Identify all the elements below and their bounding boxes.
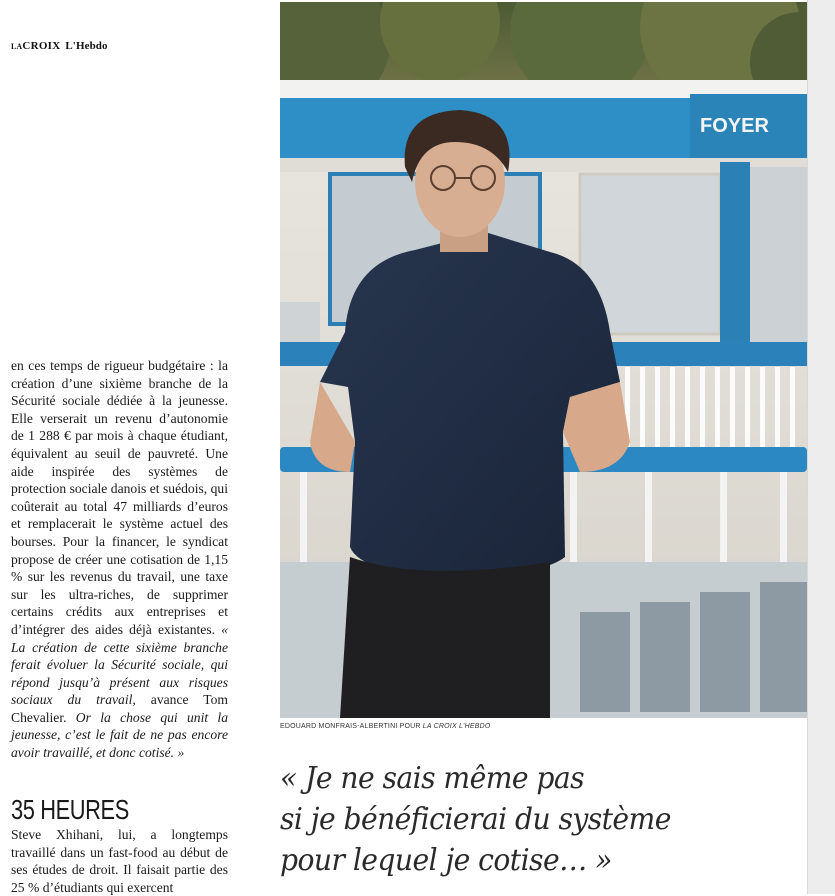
photo-credit-name: EDOUARD MONFRAIS-ALBERTINI POUR <box>280 723 423 730</box>
photo-credit <box>280 723 490 730</box>
quote-attribution: avance Tom Chevalier. <box>11 692 228 725</box>
pull-quote <box>280 758 720 881</box>
pull-quote-line: si je bénéficierai du système <box>280 802 671 837</box>
article-column-continued <box>11 826 228 896</box>
section-subhead: 35 HEURES <box>11 794 129 825</box>
quote-text-1: « La création de cette sixième branche ferait évoluer la Sécurité sociale, qui répond jusqu’à présent aux risques sociaux du travail, <box>11 621 228 708</box>
pull-quote-line: « Je ne sais même pas <box>280 761 585 796</box>
masthead-la: LA <box>11 42 23 51</box>
portrait-photo <box>280 2 807 718</box>
article-paragraph <box>11 357 228 762</box>
paragraph-text: en ces temps de rigueur budgétaire : la création d’une sixième branche de la Sécurité sociale dédiée à la jeunesse. Elle verserait un revenu d’autonomie de 1 288 € par mois à chaque étudiant, équivalent au seuil de pauvreté. Une aide inspirée des systèmes de protection sociale danois et suédois, qui coûterait au total 47 milliards d’euros et remplacerait le système actuel des bourses. Pour la financer, le syndicat propose de créer une cotisation de 1,15 % sur les revenus du travail, une taxe sur les ultra-riches, de supprimer certains crédits aux entreprises et d’intégrer des aides déjà existantes. <box>11 358 228 637</box>
foyer-sign-text: FOYER <box>700 115 769 137</box>
pull-quote-line: pour lequel je cotise… » <box>280 843 612 878</box>
article-paragraph-2: Steve Xhihani, lui, a longtemps travaillé dans un fast-food au début de ses études de droit. Il faisait partie des 25 % d’étudiants qui exercent <box>11 827 228 895</box>
masthead-logo <box>11 40 108 52</box>
masthead-croix: CROIX <box>22 40 61 52</box>
page-edge-strip <box>807 0 835 894</box>
portrait-photo-illustration <box>280 2 807 718</box>
photo-credit-publication: LA CROIX L'HEBDO <box>422 723 491 730</box>
masthead-hebdo: L'Hebdo <box>65 40 108 52</box>
quote-text-2: Or la chose qui unit la jeunesse, c’est le fait de ne pas encore avoir travaillé, et donc cotisé. » <box>11 709 229 761</box>
article-column <box>11 357 228 762</box>
